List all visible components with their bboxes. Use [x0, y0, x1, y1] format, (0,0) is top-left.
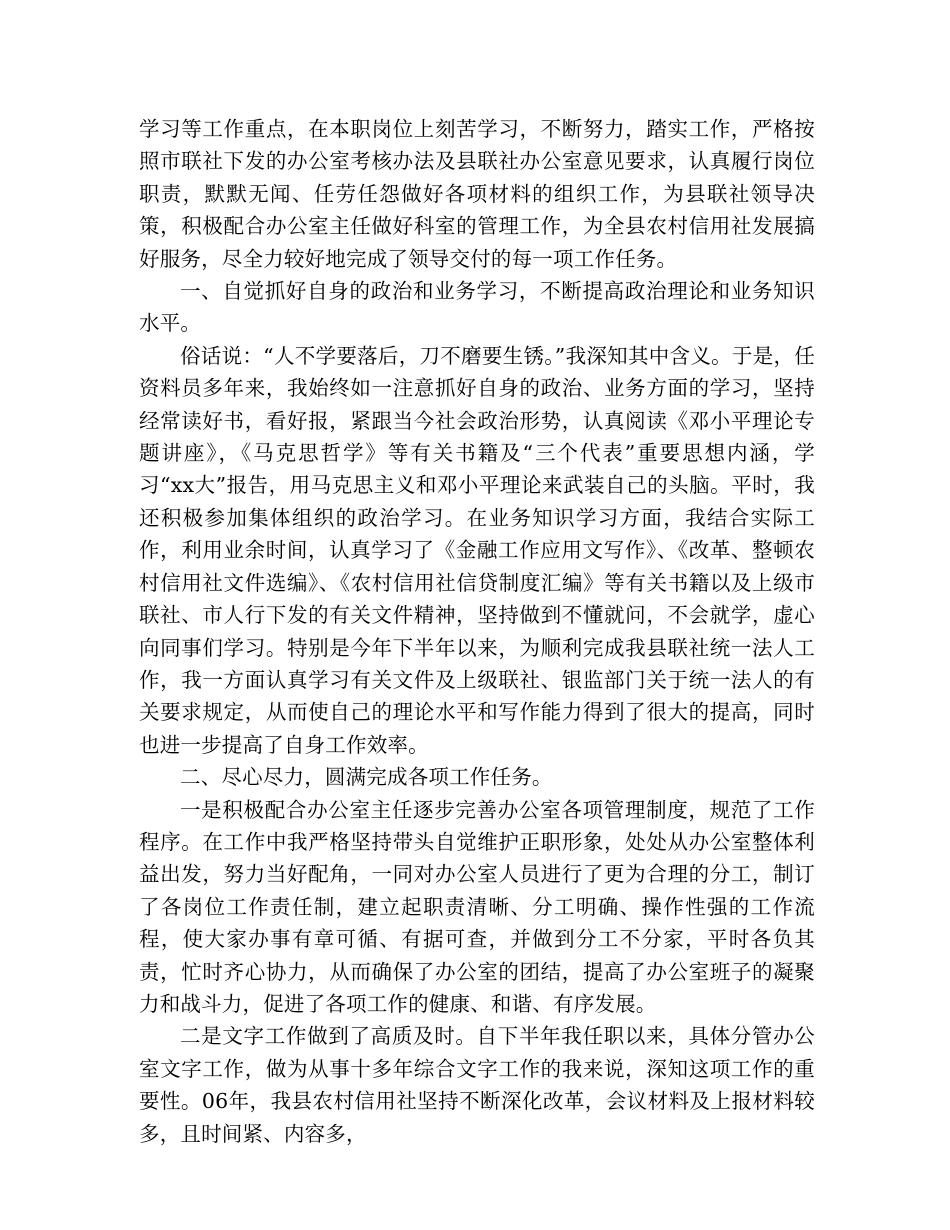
paragraph-study: 俗话说：“人不学要落后，刀不磨要生锈。”我深知其中含义。于是，任资料员多年来，我始终如一注意抓好自身的政治、业务方面的学习，坚持经常读好书，看好报，紧跟当今社会政治形势，认真阅读《邓小平理论专题讲座》，《马克思哲学》等有关书籍及“三个代表”重要思想内涵，学习“xx大”报告，用马克思主义和邓小平理论来武装自己的头脑。平时，我还积极参加集体组织的政治学习。在业务知识学习方面，我结合实际工作，利用业余时间，认真学习了《金融工作应用文写作》、《改革、整顿农村信用社文件选编》、《农村信用社信贷制度汇编》等有关书籍以及上级市联社、市人行下发的有关文件精神，坚持做到不懂就问，不会就学，虚心向同事们学习。特别是今年下半年以来，为顺利完成我县联社统一法人工作，我一方面认真学习有关文件及上级联社、银监部门关于统一法人的有关要求规定，从而使自己的理论水平和写作能力得到了很大的提高，同时也进一步提高了自身工作效率。: [139, 343, 815, 757]
paragraph-management: 一是积极配合办公室主任逐步完善办公室各项管理制度，规范了工作程序。在工作中我严格坚持带头自觉维护正职形象，处处从办公室整体利益出发，努力当好配角，一同对办公室人员进行了更为合理的分工，制订了各岗位工作责任制，建立起职责清晰、分工明确、操作性强的工作流程，使大家办事有章可循、有据可查，并做到分工不分家，平时各负其责，忙时齐心协力，从而确保了办公室的团结，提高了办公室班子的凝聚力和战斗力，促进了各项工作的健康、和谐、有序发展。: [139, 797, 815, 1016]
paragraph-continuation: 学习等工作重点，在本职岗位上刻苦学习，不断努力，踏实工作，严格按照市联社下发的办公室考核办法及县联社办公室意见要求，认真履行岗位职责，默默无闻、任劳任怨做好各项材料的组织工作，为县联社领导决策，积极配合办公室主任做好科室的管理工作，为全县农村信用社发展搞好服务，尽全力较好地完成了领导交付的每一项工作任务。: [139, 117, 815, 271]
document-body: [139, 113, 815, 1150]
section-heading-2: 二、尽心尽力，圆满完成各项工作任务。: [180, 765, 553, 790]
section-heading-1: 一、自觉抓好自身的政治和业务学习，不断提高政治理论和业务知识水平。: [139, 279, 815, 336]
paragraph-writing: 二是文字工作做到了高质及时。自下半年我任职以来，具体分管办公室文字工作，做为从事十多年综合文字工作的我来说，深知这项工作的重要性。06年，我县农村信用社坚持不断深化改革，会议材料及上报材料较多，且时间紧、内容多，: [139, 1024, 815, 1146]
